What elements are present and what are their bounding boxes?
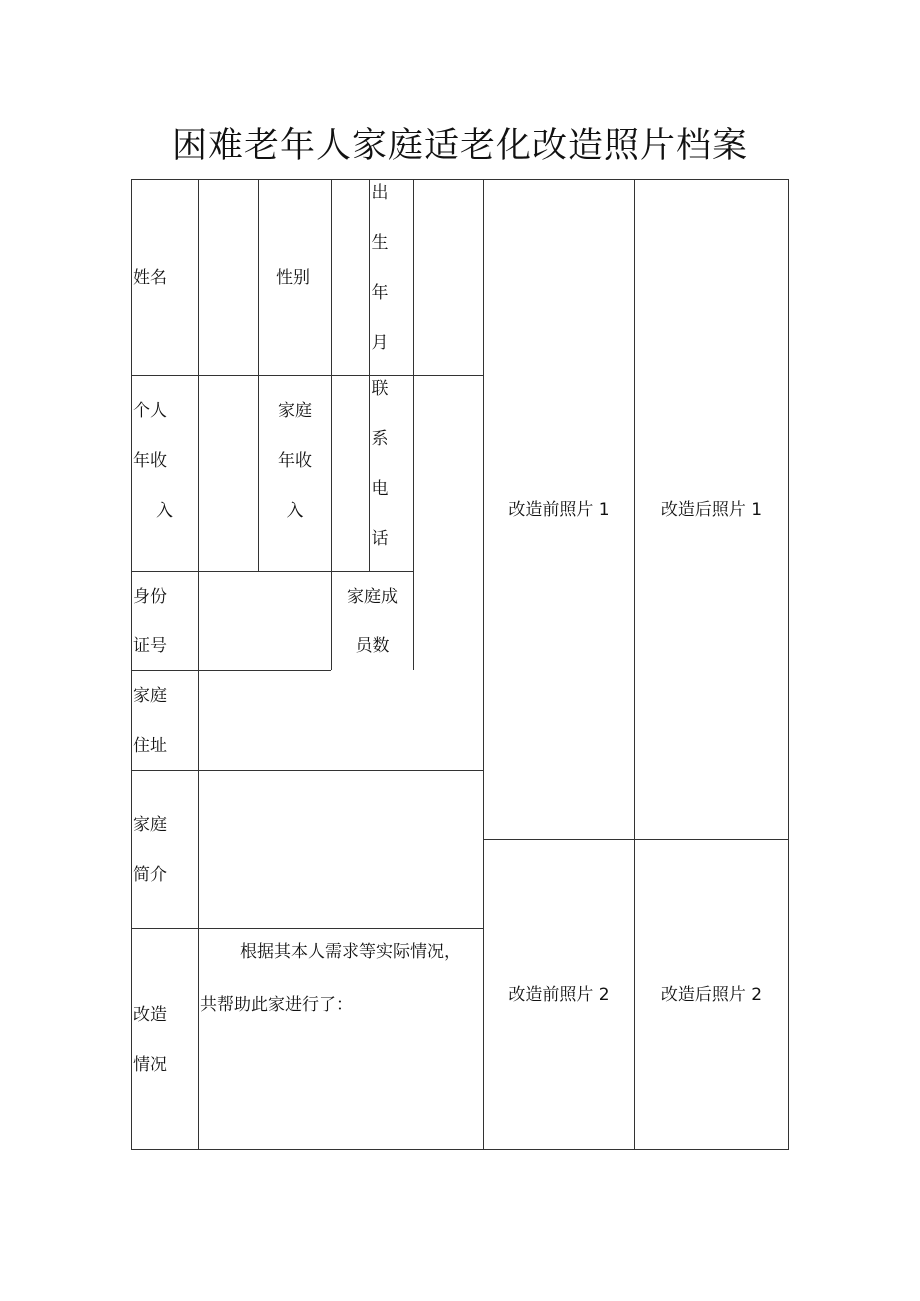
page-title: 困难老年人家庭适老化改造照片档案	[171, 126, 748, 166]
label-name: 姓名	[133, 268, 167, 288]
photo-after-2: 改造后照片 2	[660, 985, 763, 1005]
photo-after-1: 改造后照片 1	[660, 500, 763, 520]
photo-before-1: 改造前照片 1	[508, 500, 610, 520]
label-gender: 性别	[276, 268, 310, 288]
photo-before-2: 改造前照片 2	[508, 985, 610, 1005]
